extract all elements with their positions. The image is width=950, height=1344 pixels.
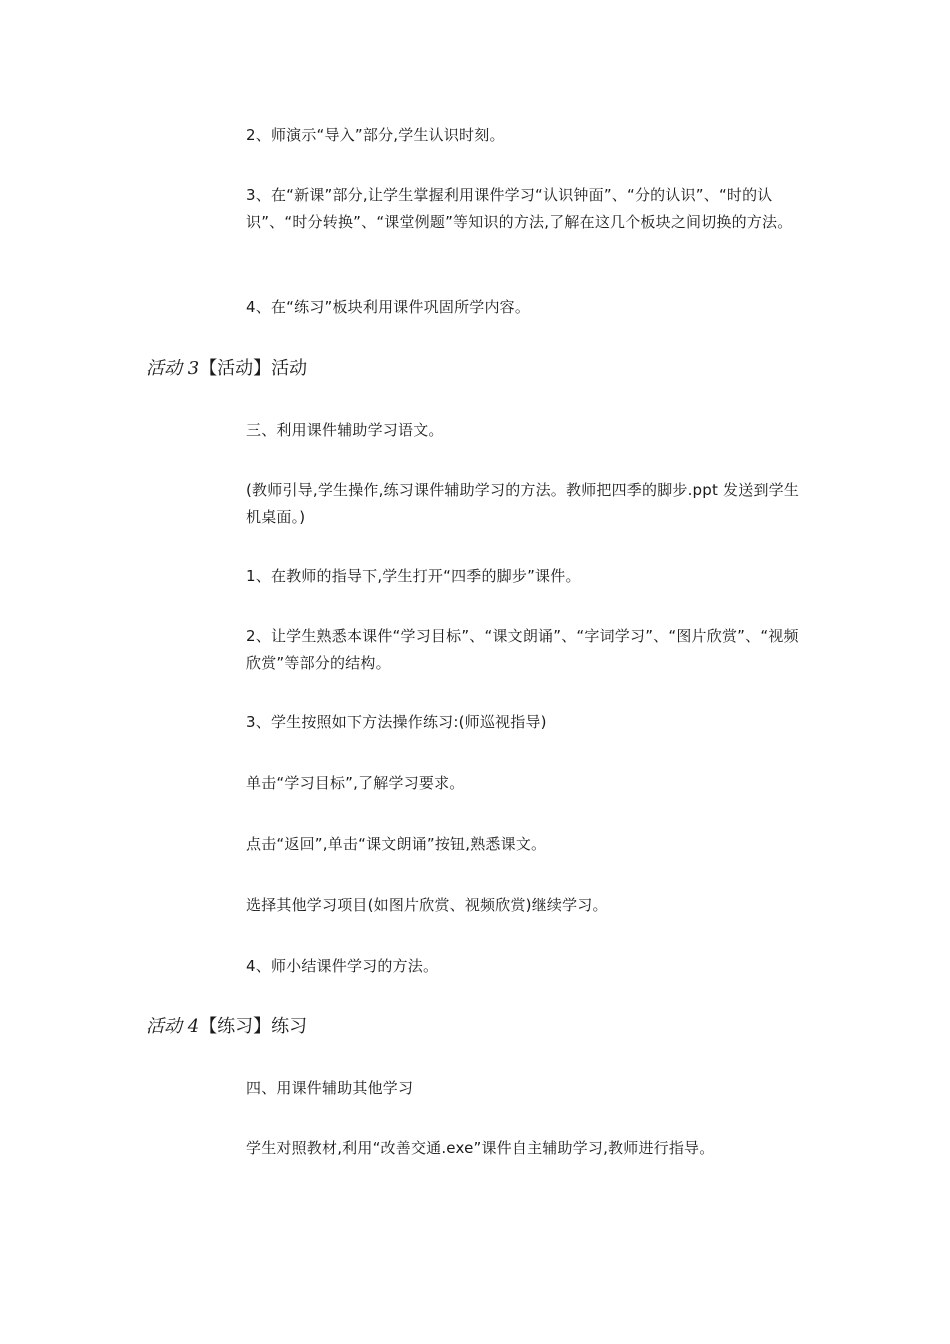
paragraph-traffic-courseware: 学生对照教材,利用“改善交通.exe”课件自主辅助学习,教师进行指导。 (246, 1139, 715, 1157)
paragraph-click-return: 点击“返回”,单击“课文朗诵”按钮,熟悉课文。 (246, 835, 547, 853)
activity-3-title: 【活动】活动 (199, 358, 308, 379)
activity-4-title: 【练习】练习 (199, 1016, 308, 1037)
paragraph-other-learning: 四、用课件辅助其他学习 (246, 1079, 414, 1097)
paragraph-practice-method: 3、学生按照如下方法操作练习:(师巡视指导) (246, 713, 547, 731)
paragraph-practice-consolidate: 4、在“练习”板块利用课件巩固所学内容。 (246, 298, 531, 316)
paragraph-familiarize-structure: 2、让学生熟悉本课件“学习目标”、“课文朗诵”、“字词学习”、“图片欣赏”、“视频欣赏”等部分的结构。 (246, 627, 799, 672)
paragraph-choose-other: 选择其他学习项目(如图片欣赏、视频欣赏)继续学习。 (246, 896, 608, 914)
activity-3-heading (146, 356, 307, 382)
paragraph-new-lesson: 3、在“新课”部分,让学生掌握利用课件学习“认识钟面”、“分的认识”、“时的认识”、“时分转换”、“课堂例题”等知识的方法,了解在这几个板块之间切换的方法。 (246, 186, 793, 231)
activity-3-label: 活动 3 (146, 358, 200, 379)
paragraph-chinese-assist: 三、利用课件辅助学习语文。 (246, 421, 444, 439)
paragraph-demo-intro: 2、师演示“导入”部分,学生认识时刻。 (246, 126, 505, 144)
paragraph-click-goals: 单击“学习目标”,了解学习要求。 (246, 774, 465, 792)
paragraph-open-courseware: 1、在教师的指导下,学生打开“四季的脚步”课件。 (246, 567, 581, 585)
activity-4-label: 活动 4 (146, 1016, 200, 1037)
activity-4-heading (146, 1014, 307, 1040)
paragraph-summary: 4、师小结课件学习的方法。 (246, 957, 439, 975)
paragraph-teacher-guide: (教师引导,学生操作,练习课件辅助学习的方法。教师把四季的脚步.ppt 发送到学生机桌面。) (246, 481, 800, 526)
